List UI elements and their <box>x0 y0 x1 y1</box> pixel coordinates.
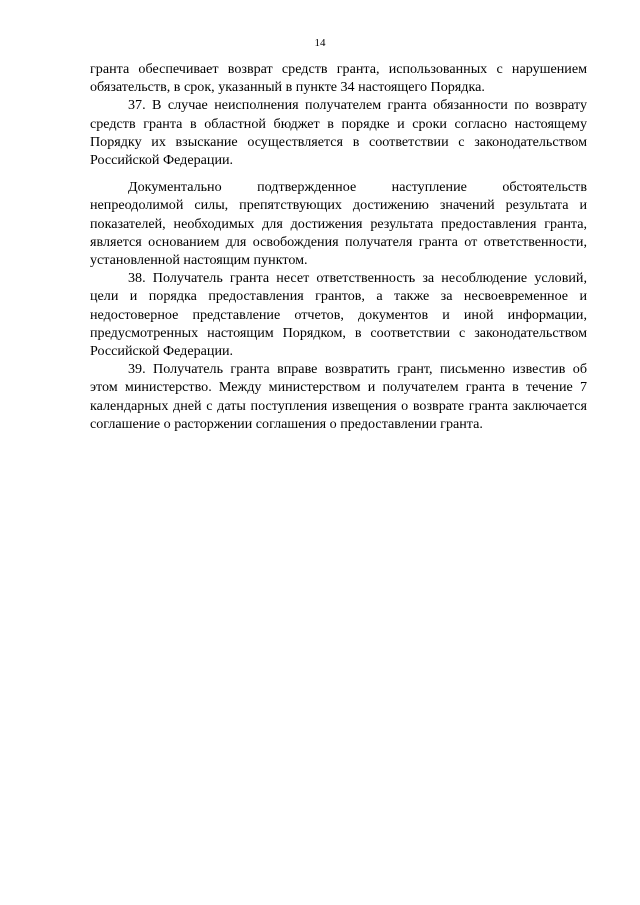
document-body <box>90 60 587 433</box>
paragraph-item-38: 38. Получатель гранта несет ответственность за несоблюдение условий, цели и порядка предоставления грантов, а также за несвоевременное и недостоверное представление отчетов, документов и иной информации, предусмотренных настоящим Порядком, в соответствии с законодательством Российской Федерации. <box>90 270 587 360</box>
paragraph-continuation: гранта обеспечивает возврат средств гранта, использованных с нарушением обязательств, в срок, указанный в пункте 34 настоящего Порядка. <box>90 61 587 96</box>
page-number: 14 <box>314 37 326 49</box>
paragraph-force-majeure: Документально подтвержденное наступление обстоятельств непреодолимой силы, препятствующих достижению значений результата и показателей, необходимых для достижения результата предоставления гранта, является основанием для освобождения получателя гранта от ответственности, установленной настоящим пунктом. <box>90 179 587 269</box>
paragraph-item-39: 39. Получатель гранта вправе возвратить грант, письменно известив об этом министерство. Между министерством и получателем гранта в течение 7 календарных дней с даты поступления извещения о возврате гранта заключается соглашение о расторжении соглашения о предоставлении гранта. <box>90 361 587 432</box>
paragraph-item-37: 37. В случае неисполнения получателем гранта обязанности по возврату средств гранта в областной бюджет в порядке и сроки согласно настоящему Порядку их взыскание осуществляется в соответствии с законодательством Российской Федерации. <box>90 97 587 169</box>
